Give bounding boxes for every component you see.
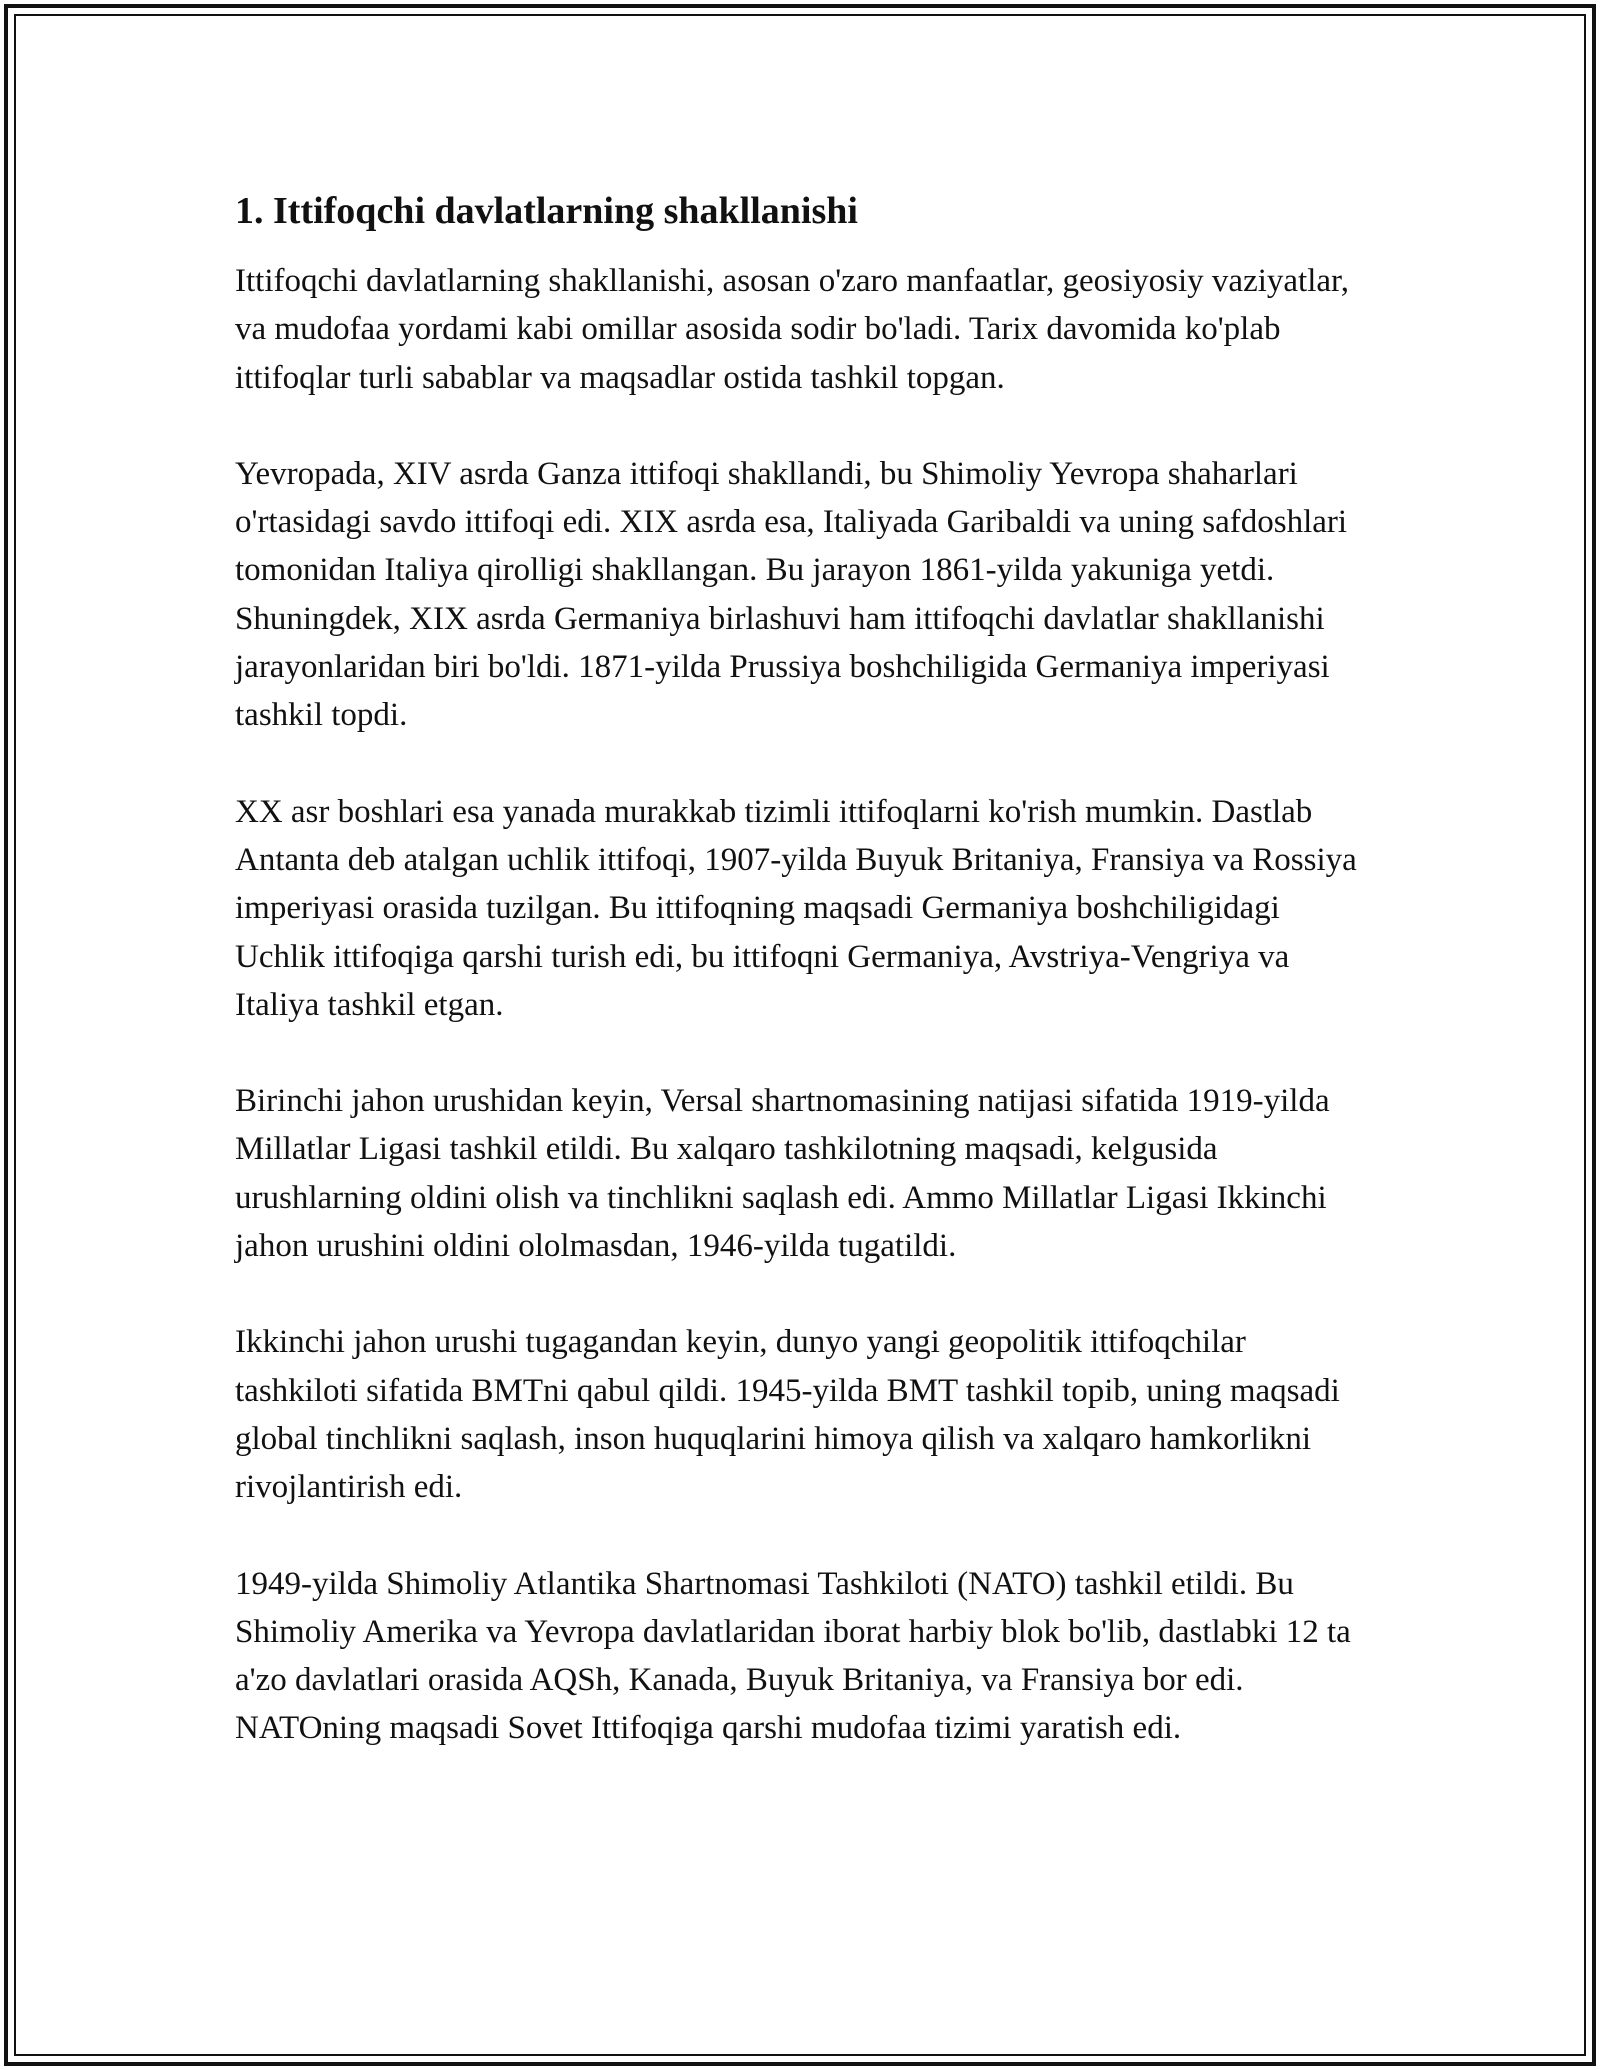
paragraph-league-of-nations: Birinchi jahon urushidan keyin, Versal shartnomasining natijasi sifatida 1919-yilda Millatlar Ligasi tashkil etildi. Bu xalqaro tashkilotning maqsadi, kelgusida urushlarning oldini olish va tinchlikni saqlash edi. Ammo Millatlar Ligasi Ikkinchi jahon urushini oldini ololmasdan, 1946-yilda tugatildi. [235, 1083, 1330, 1265]
paragraph-entente: XX asr boshlari esa yanada murakkab tizimli ittifoqlarni ko'rish mumkin. Dastlab Antanta deb atalgan uchlik ittifoqi, 1907-yilda Buyuk Britaniya, Fransiya va Rossiya imperiyasi orasida tuzilgan. Bu ittifoqning maqsadi Germaniya boshchiligidagi Uchlik ittifoqiga qarshi turish edi, bu ittifoqni Germaniya, Avstriya-Vengriya va Italiya tashkil etgan. [235, 793, 1357, 1023]
document-body [235, 185, 1375, 1801]
section-heading: 1. Ittifoqchi davlatlarning shakllanishi [235, 190, 858, 232]
paragraph-intro: Ittifoqchi davlatlarning shakllanishi, asosan o'zaro manfaatlar, geosiyosiy vaziyatlar, va mudofaa yordami kabi omillar asosida sodir bo'ladi. Tarix davomida ko'plab ittifoqlar turli sabablar va maqsadlar ostida tashkil topgan. [235, 263, 1349, 396]
paragraph-un: Ikkinchi jahon urushi tugagandan keyin, dunyo yangi geopolitik ittifoqchilar tashkiloti sifatida BMTni qabul qildi. 1945-yilda BMT tashkil topib, uning maqsadi global tinchlikni saqlash, inson huquqlarini himoya qilish va xalqaro hamkorlikni rivojlantirish edi. [235, 1324, 1340, 1506]
paragraph-europe: Yevropada, XIV asrda Ganza ittifoqi shakllandi, bu Shimoliy Yevropa shaharlari o'rtasidagi savdo ittifoqi edi. XIX asrda esa, Italiyada Garibaldi va uning safdoshlari tomonidan Italiya qirolligi shakllangan. Bu jarayon 1861-yilda yakuniga yetdi. Shuningdek, XIX asrda Germaniya birlashuvi ham ittifoqchi davlatlar shakllanishi jarayonlaridan biri bo'ldi. 1871-yilda Prussiya boshchiligida Germaniya imperiyasi tashkil topdi. [235, 455, 1348, 734]
paragraph-nato: 1949-yilda Shimoliy Atlantika Shartnomasi Tashkiloti (NATO) tashkil etildi. Bu Shimoliy Amerika va Yevropa davlatlaridan iborat harbiy blok bo'lib, dastlabki 12 ta a'zo davlatlari orasida AQSh, Kanada, Buyuk Britaniya, va Fransiya bor edi. NATOning maqsadi Sovet Ittifoqiga qarshi mudofaa tizimi yaratish edi. [235, 1565, 1351, 1747]
